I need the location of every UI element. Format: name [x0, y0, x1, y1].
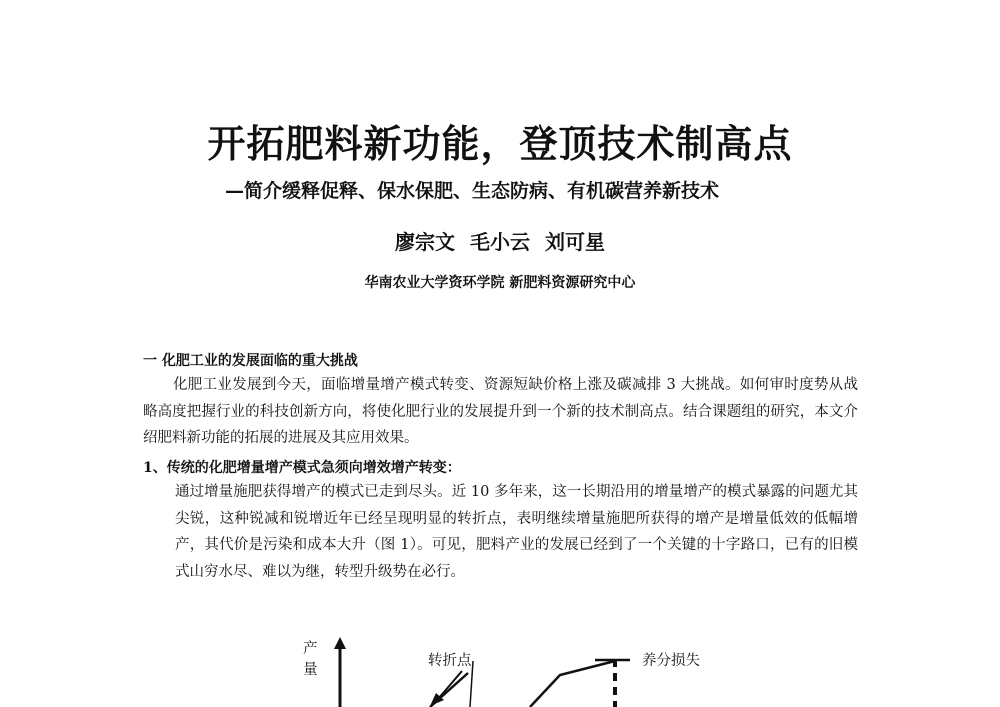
author-name: 毛小云 [470, 230, 530, 254]
section-paragraph: 化肥工业发展到今天，面临增量增产模式转变、资源短缺价格上涨及碳减排 3 大挑战。如何审时度势从战略高度把握行业的科技创新方向，将使化肥行业的发展提升到一个新的技术制高点。结合课题组的研究，本文介绍肥料新功能的拓展的进展及其应用效果。 [143, 377, 858, 446]
author-name: 廖宗文 [395, 230, 456, 254]
y-axis-label: 产 [303, 641, 318, 657]
subsection-heading: 1、传统的化肥增量增产模式急须向增效增产转变： [143, 460, 461, 476]
turning-point-label: 转折点 [428, 653, 472, 669]
y-axis-label: 量 [303, 662, 318, 678]
author-name: 刘可星 [544, 230, 605, 254]
subsection-paragraph: 通过增量施肥获得增产的模式已走到尽头。近 10 多年来，这一长期沿用的增量增产的模式暴露的问题尤其尖锐，这种锐减和锐增近年已经呈现明显的转折点，表明继续增量施肥所获得的增产是增量低效的低幅增产，其代价是污染和成本大升（图 1）。可见，肥料产业的发展已经到了一个关键的十字路口，已有的旧模式山穷水尽、难以为继，转型升级势在必行。 [175, 484, 858, 580]
nutrient-loss-label: 养分损失 [642, 653, 700, 669]
turning-point-arrow [438, 671, 462, 699]
figure-1 [290, 633, 750, 707]
y-axis-arrow [334, 637, 346, 649]
loss-curve [530, 661, 615, 707]
paper-title: 开拓肥料新功能，登顶技术制高点 [207, 121, 793, 166]
figure-plot [290, 633, 750, 707]
affiliation: 华南农业大学资环学院 新肥料资源研究中心 [364, 275, 636, 291]
paper-subtitle: —简介缓释促释、保水保肥、生态防病、有机碳营养新技术 [225, 180, 720, 202]
section-heading: 一 化肥工业的发展面临的重大挑战 [143, 353, 358, 369]
author-list [0, 226, 1000, 255]
